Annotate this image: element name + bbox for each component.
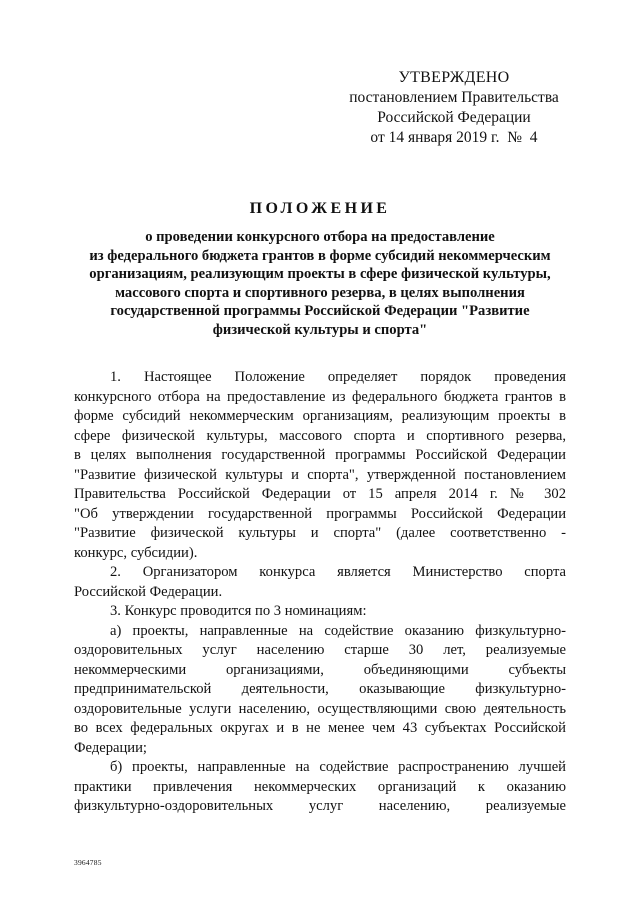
body-line: 2. Организатором конкурса является Министерство спорта (110, 564, 566, 580)
body-line: физкультурно-оздоровительных услуг населению, реализуемые (74, 798, 566, 814)
approval-decree-date: от 14 января 2019 г. № 4 (370, 129, 538, 146)
subtitle-line: физической культуры и спорта" (212, 321, 428, 338)
document-body (74, 368, 566, 817)
body-line: "Об утверждении государственной программы Российской Федерации (74, 505, 566, 522)
approval-heading: УТВЕРЖДЕНО (398, 69, 510, 86)
subtitle-line: организациям, реализующим проекты в сфере физической культуры, (89, 266, 551, 283)
document-number: 3964785 (74, 858, 102, 867)
body-line: некоммерческими организациями, объединяющими субъекты (74, 661, 566, 678)
subtitle-line: массового спорта и спортивного резерва, в целях выполнения (115, 284, 525, 301)
subtitle-line: государственной программы Российской Федерации "Развитие (110, 303, 530, 320)
body-line: оздоровительные услуги населению, осуществляющими свою деятельность (74, 700, 566, 717)
approval-stamp (345, 68, 563, 148)
subtitle-line: о проведении конкурсного отбора на предоставление (145, 229, 495, 245)
body-line: форме субсидий некоммерческим организациям, реализующим проекты в (74, 408, 566, 424)
body-line: практики привлечения некоммерческих организаций к оказанию (74, 778, 566, 795)
approval-line-2: Российской Федерации (377, 109, 531, 126)
body-line: Федерации; (74, 739, 147, 756)
body-line: 3. Конкурс проводится по 3 номинациям: (110, 603, 367, 619)
subtitle-line: из федерального бюджета грантов в форме субсидий некоммерческим (89, 247, 551, 264)
body-line: во всех федеральных округах и в не менее чем 43 субъектах Российской (74, 720, 566, 736)
body-line: а) проекты, направленные на содействие оказанию физкультурно- (110, 622, 566, 639)
body-line: конкурс, субсидии). (74, 544, 198, 561)
body-line: оздоровительных услуг населению старше 30 лет, реализуемые (74, 642, 566, 658)
body-line: предпринимательской деятельности, оказывающие физкультурно- (74, 681, 566, 697)
document-title: ПОЛОЖЕНИЕ (249, 200, 391, 217)
approval-line-1: постановлением Правительства (349, 89, 559, 106)
body-line: б) проекты, направленные на содействие распространению лучшей (110, 759, 566, 775)
body-line: Правительства Российской Федерации от 15 апреля 2014 г. № 302 (74, 486, 566, 502)
body-line: конкурсного отбора на предоставление из федерального бюджета грантов в (74, 388, 566, 405)
body-line: "Развитие физической культуры и спорта", утвержденной постановлением (74, 466, 566, 483)
body-line: Российской Федерации. (74, 583, 223, 600)
body-line: сфере физической культуры, массового спорта и спортивного резерва, (74, 427, 566, 444)
document-subtitle (60, 228, 580, 340)
body-line: "Развитие физической культуры и спорта" (далее соответственно - (74, 525, 566, 541)
body-line: 1. Настоящее Положение определяет порядок проведения (110, 369, 566, 385)
body-line: в целях выполнения государственной программы Российской Федерации (74, 447, 566, 463)
